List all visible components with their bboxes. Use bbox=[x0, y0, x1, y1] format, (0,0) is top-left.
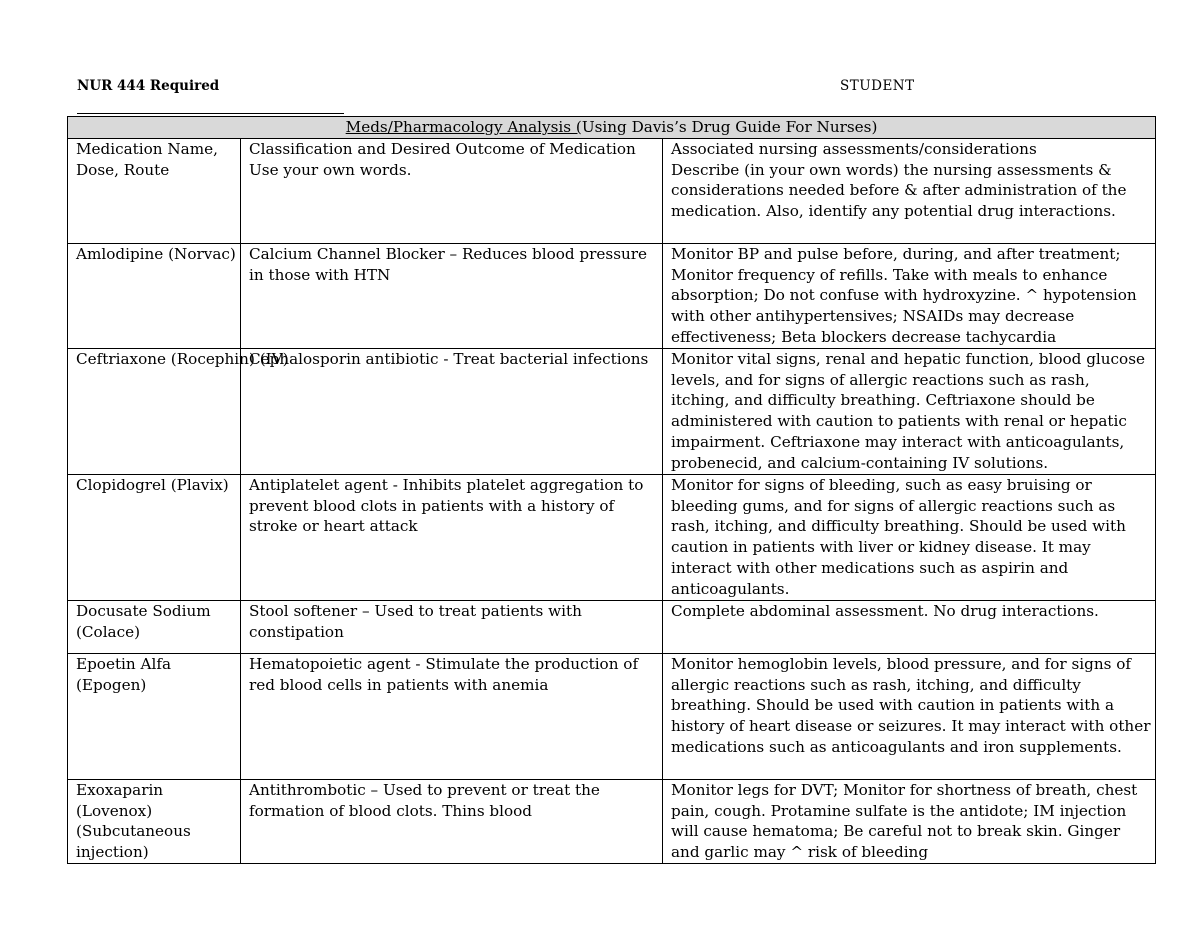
classification-header-line2: Use your own words. bbox=[249, 160, 412, 179]
pharmacology-table bbox=[67, 116, 1156, 864]
medication-cell: Clopidogrel (Plavix) bbox=[68, 474, 241, 600]
classification-cell: Antiplatelet agent - Inhibits platelet aggregation to prevent blood clots in patients with a history of stroke or heart attack bbox=[241, 474, 663, 600]
classification-column-header bbox=[241, 138, 663, 243]
classification-cell: Cephalosporin antibiotic - Treat bacterial infections bbox=[241, 348, 663, 474]
classification-cell: Antithrombotic – Used to prevent or treat the formation of blood clots. Thins blood bbox=[241, 779, 663, 863]
table-row bbox=[68, 779, 1156, 863]
table-row bbox=[68, 243, 1156, 348]
classification-cell: Calcium Channel Blocker – Reduces blood pressure in those with HTN bbox=[241, 243, 663, 348]
student-label: STUDENT bbox=[840, 78, 915, 94]
table-title-rest: Using Davis’s Drug Guide For Nurses) bbox=[581, 118, 878, 136]
assessment-cell: Monitor legs for DVT; Monitor for shortness of breath, chest pain, cough. Protamine sulfate is the antidote; IM injection will cause hematoma; Be careful not to break skin. Ginger and garlic may ^ risk of bleeding bbox=[663, 779, 1156, 863]
medication-cell: Exoxaparin (Lovenox) (Subcutaneous injection) bbox=[68, 779, 241, 863]
classification-cell: Hematopoietic agent - Stimulate the production of red blood cells in patients with anemia bbox=[241, 653, 663, 779]
student-name-line bbox=[77, 113, 344, 114]
assessment-cell: Complete abdominal assessment. No drug interactions. bbox=[663, 600, 1156, 653]
assessment-cell: Monitor hemoglobin levels, blood pressure, and for signs of allergic reactions such as rash, itching, and difficulty breathing. Should be used with caution in patients with a history of heart disease or seizures. It may interact with other medications such as anticoagulants and iron supplements. bbox=[663, 653, 1156, 779]
assessment-cell: Monitor for signs of bleeding, such as easy bruising or bleeding gums, and for signs of allergic reactions such as rash, itching, and difficulty breathing. Should be used with caution in patients with liver or kidney disease. It may interact with other medications such as aspirin and anticoagulants. bbox=[663, 474, 1156, 600]
table-row bbox=[68, 600, 1156, 653]
table-title-row bbox=[68, 117, 1156, 139]
table-row bbox=[68, 653, 1156, 779]
classification-cell: Stool softener – Used to treat patients with constipation bbox=[241, 600, 663, 653]
table-row bbox=[68, 348, 1156, 474]
medication-column-header: Medication Name, Dose, Route bbox=[68, 138, 241, 243]
table-title-underlined: Meds/Pharmacology Analysis ( bbox=[345, 118, 582, 136]
assessment-header-line1: Associated nursing assessments/considerations bbox=[671, 139, 1037, 158]
assessment-cell: Monitor BP and pulse before, during, and after treatment; Monitor frequency of refills. Take with meals to enhance absorption; Do not confuse with hydroxyzine. ^ hypotension with other antihypertensives; NSAIDs may decrease effectiveness; Beta blockers decrease tachycardia bbox=[663, 243, 1156, 348]
medication-cell: Epoetin Alfa (Epogen) bbox=[68, 653, 241, 779]
medication-cell: Amlodipine (Norvac) bbox=[68, 243, 241, 348]
classification-header-line1: Classification and Desired Outcome of Medication bbox=[249, 139, 636, 158]
column-header-row bbox=[68, 138, 1156, 243]
table-row bbox=[68, 474, 1156, 600]
assessment-cell: Monitor vital signs, renal and hepatic function, blood glucose levels, and for signs of allergic reactions such as rash, itching, and difficulty breathing. Ceftriaxone should be administered with caution to patients with renal or hepatic impairment. Ceftriaxone may interact with anticoagulants, probenecid, and calcium-containing IV solutions. bbox=[663, 348, 1156, 474]
assessment-header-line2: Describe (in your own words) the nursing assessments & considerations needed before & after administration of the medication. Also, identify any potential drug interactions. bbox=[671, 160, 1127, 221]
medication-cell: Ceftriaxone (Rocephin) (IV) bbox=[68, 348, 241, 474]
medication-cell: Docusate Sodium (Colace) bbox=[68, 600, 241, 653]
course-label: NUR 444 Required bbox=[77, 78, 220, 94]
assessment-column-header bbox=[663, 138, 1156, 243]
table-title bbox=[68, 117, 1156, 139]
